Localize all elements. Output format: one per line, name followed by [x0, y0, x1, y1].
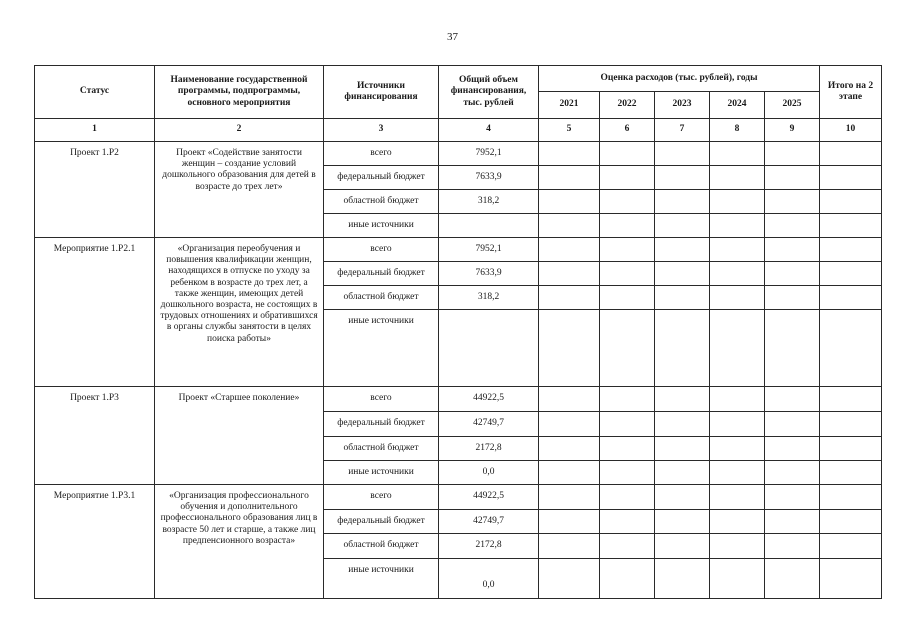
column-number: 9	[765, 119, 820, 142]
total-cell: 42749,7	[439, 412, 539, 437]
table-row	[35, 142, 882, 166]
financing-table	[34, 65, 882, 599]
total-cell: 318,2	[439, 286, 539, 310]
column-number: 3	[324, 119, 439, 142]
total-cell: 2172,8	[439, 437, 539, 461]
total-cell: 7952,1	[439, 142, 539, 166]
column-number: 8	[710, 119, 765, 142]
source-cell: федеральный бюджет	[324, 166, 439, 190]
total-cell: 7952,1	[439, 238, 539, 262]
source-cell: областной бюджет	[324, 286, 439, 310]
header-year: 2022	[600, 92, 655, 119]
source-cell: иные источники	[324, 214, 439, 238]
source-cell: областной бюджет	[324, 534, 439, 559]
name-cell: «Организация профессионального обучения и дополнительного профессионального образования лиц в возрасте 50 лет и старше, а также лиц предпенсионного возраста»	[155, 485, 324, 599]
total-cell: 7633,9	[439, 262, 539, 286]
header-year: 2024	[710, 92, 765, 119]
header-year: 2023	[655, 92, 710, 119]
page-number: 37	[447, 31, 458, 43]
source-cell: иные источники	[324, 310, 439, 387]
source-cell: федеральный бюджет	[324, 262, 439, 286]
column-number: 4	[439, 119, 539, 142]
status-cell: Мероприятие 1.Р3.1	[35, 485, 155, 599]
total-cell	[439, 214, 539, 238]
header-estimate: Оценка расходов (тыс. рублей), годы	[539, 66, 820, 92]
total-cell: 42749,7	[439, 510, 539, 534]
source-cell: иные источники	[324, 559, 439, 599]
source-cell: областной бюджет	[324, 190, 439, 214]
header-sources: Источники финансирования	[324, 66, 439, 119]
total-cell: 2172,8	[439, 534, 539, 559]
source-cell: всего	[324, 142, 439, 166]
source-cell: всего	[324, 387, 439, 412]
column-number: 2	[155, 119, 324, 142]
table-row	[35, 238, 882, 262]
total-cell: 7633,9	[439, 166, 539, 190]
column-number-row	[35, 119, 882, 142]
total-cell: 44922,5	[439, 387, 539, 412]
header-stage-total: Итого на 2 этапе	[820, 66, 882, 119]
column-number: 10	[820, 119, 882, 142]
source-cell: иные источники	[324, 461, 439, 485]
source-cell: всего	[324, 485, 439, 510]
source-cell: федеральный бюджет	[324, 510, 439, 534]
column-number: 1	[35, 119, 155, 142]
source-cell: федеральный бюджет	[324, 412, 439, 437]
source-cell: областной бюджет	[324, 437, 439, 461]
total-cell: 0,0	[439, 461, 539, 485]
header-year: 2021	[539, 92, 600, 119]
column-number: 5	[539, 119, 600, 142]
source-cell: всего	[324, 238, 439, 262]
total-cell	[439, 310, 539, 387]
status-cell: Проект 1.Р2	[35, 142, 155, 238]
header-year: 2025	[765, 92, 820, 119]
header-total: Общий объем финансирования, тыс. рублей	[439, 66, 539, 119]
total-cell: 44922,5	[439, 485, 539, 510]
table-row	[35, 387, 882, 412]
status-cell: Проект 1.Р3	[35, 387, 155, 485]
header-status: Статус	[35, 66, 155, 119]
column-number: 6	[600, 119, 655, 142]
table-row	[35, 485, 882, 510]
column-number: 7	[655, 119, 710, 142]
total-cell: 318,2	[439, 190, 539, 214]
status-cell: Мероприятие 1.Р2.1	[35, 238, 155, 387]
header-name: Наименование государственной программы, подпрограммы, основного мероприятия	[155, 66, 324, 119]
total-cell: 0,0	[439, 559, 539, 599]
name-cell: Проект «Содействие занятости женщин – создание условий дошкольного образования для детей в возрасте до трех лет»	[155, 142, 324, 238]
name-cell: «Организация переобучения и повышения квалификации женщин, находящихся в отпуске по уходу за ребенком в возрасте до трех лет, а также женщин, имеющих детей дошкольного возраста, не состоящих в трудовых отношениях и обратившихся в органы службы занятости в целях поиска работы»	[155, 238, 324, 387]
name-cell: Проект «Старшее поколение»	[155, 387, 324, 485]
